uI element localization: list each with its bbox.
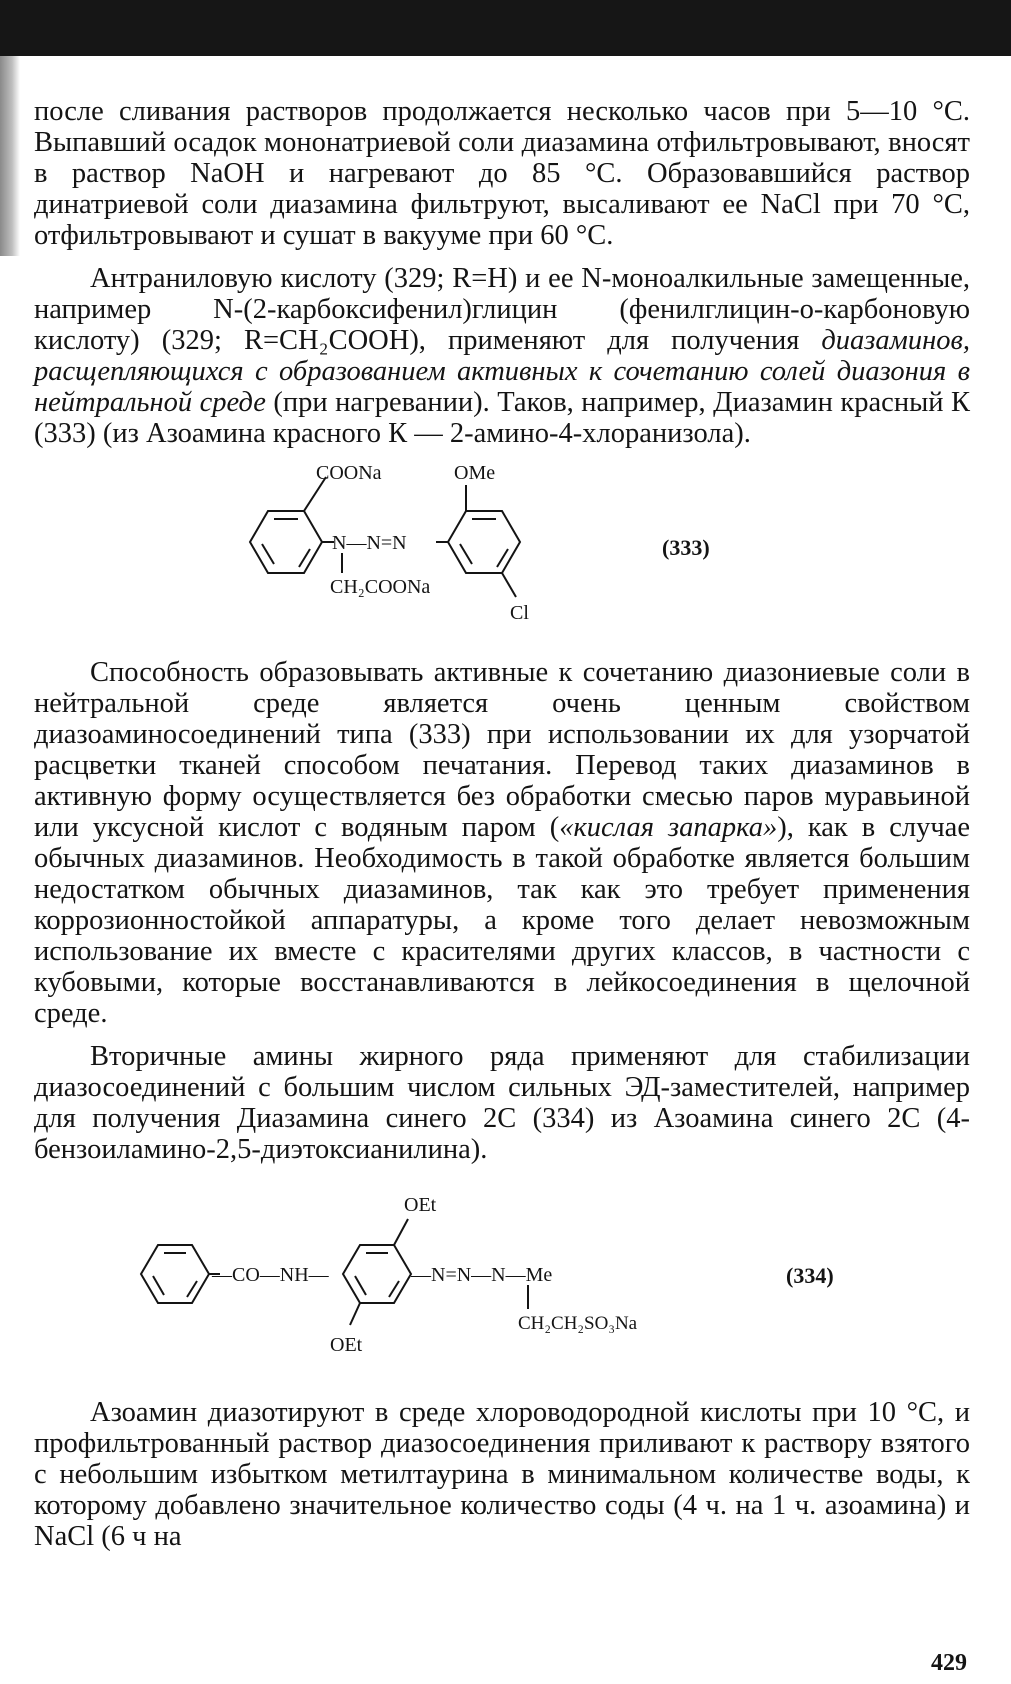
text-run: Способность образовывать активные к сочетанию диазониевые соли в нейтральной среде является очень ценным свойством диазоаминосоединений типа (333) при использовании их для узорчатой расцветки тканей способом печатания. Перевод таких диазаминов в активную форму осуществляется без обработки смесью паров муравьиной или уксусной кислот с водяным паром ( xyxy=(34,657,970,843)
label-azo-chain: N—N=N xyxy=(332,532,407,554)
formula-333-drawing xyxy=(34,463,970,635)
label-ome: OMe xyxy=(454,463,496,484)
paragraph-2 xyxy=(34,263,970,449)
benzene-ring-left xyxy=(250,511,322,573)
benzene-ring-right xyxy=(448,511,520,573)
label-co-nh: —CO—NH— xyxy=(212,1264,329,1286)
label-oet-top: OEt xyxy=(404,1194,437,1216)
text-run: ), как в случае обычных диазаминов. Необходимость в такой обработке является большим недостатком обычных диазаминов, так как это требует применения коррозионностойкой аппаратуры, а кроме того делает невозможным использование их вместе с красителями других классов, в частности с кубовыми, которые восстанавливаются в лейкосоединения в щелочной среде. xyxy=(34,812,970,1029)
paragraph-4 xyxy=(34,1041,970,1165)
paragraph-3 xyxy=(34,657,970,1029)
text-run: после сливания растворов продолжается несколько часов при 5—10 °С. Выпавший осадок мононатриевой соли диазамина отфильтровывают, вносят в раствор NaOH и нагревают до 85 °С. Образовавшийся раствор динатриевой соли диазамина фильтруют, высаливают ее NaCl при 70 °С, отфильтровывают и сушат в вакууме при 60 °С. xyxy=(34,96,970,251)
label-oet-bottom: OEt xyxy=(330,1334,363,1356)
label-azo-chain: —N=N—N—Me xyxy=(411,1264,553,1286)
formula-number-333: (333) xyxy=(662,535,710,560)
page-number: 429 xyxy=(931,1650,967,1676)
text-run: Антраниловую кислоту (329; R=H) и ее N-моноалкильные замещенные, например N-(2-карбоксифенил)глицин (фенилглицин-о-карбоновую кислоту) (329; R=CH₂COOH), применяют для получения xyxy=(34,263,970,356)
label-cl: Cl xyxy=(510,602,529,624)
structural-formula-333 xyxy=(34,463,970,635)
label-side-chain: CH₂CH₂SO₃Na xyxy=(518,1313,638,1334)
text-run: Вторичные амины жирного ряда применяют для стабилизации диазосоединений с большим числом сильных ЭД-заместителей, например для получения Диазамина синего 2С (334) из Азоамина синего 2С (4-бензоиламино-2,5-диэтоксианилина). xyxy=(34,1041,970,1165)
page-top-edge xyxy=(0,0,1011,56)
paragraph-5 xyxy=(34,1397,970,1552)
italic-emphasis: «кислая запарка» xyxy=(559,812,778,843)
text-run: Азоамин диазотируют в среде хлороводородной кислоты при 10 °С, и профильтрованный раствор диазосоединения приливают к раствору взятого с небольшим избытком метилтаурина в минимальном количестве воды, к которому добавлено значительное количество соды (4 ч. на 1 ч. азоамина) и NaCl (6 ч на xyxy=(34,1397,970,1552)
label-coona: COONa xyxy=(316,463,382,484)
formula-number-334: (334) xyxy=(786,1263,834,1288)
italic-emphasis: диазаминов, расщепляющихся с образованием активных к сочетанию солей диазония в нейтральной среде xyxy=(34,325,970,418)
label-ch2coona: CH₂COONa xyxy=(330,576,431,598)
paragraph-1 xyxy=(34,96,970,251)
binding-shadow xyxy=(0,56,20,256)
page-body xyxy=(34,96,970,1552)
structural-formula-334 xyxy=(34,1179,970,1367)
text-run: (при нагревании). Таков, например, Диазамин красный К (333) (из Азоамина красного К — 2-амино-4-хлоранизола). xyxy=(34,387,970,449)
